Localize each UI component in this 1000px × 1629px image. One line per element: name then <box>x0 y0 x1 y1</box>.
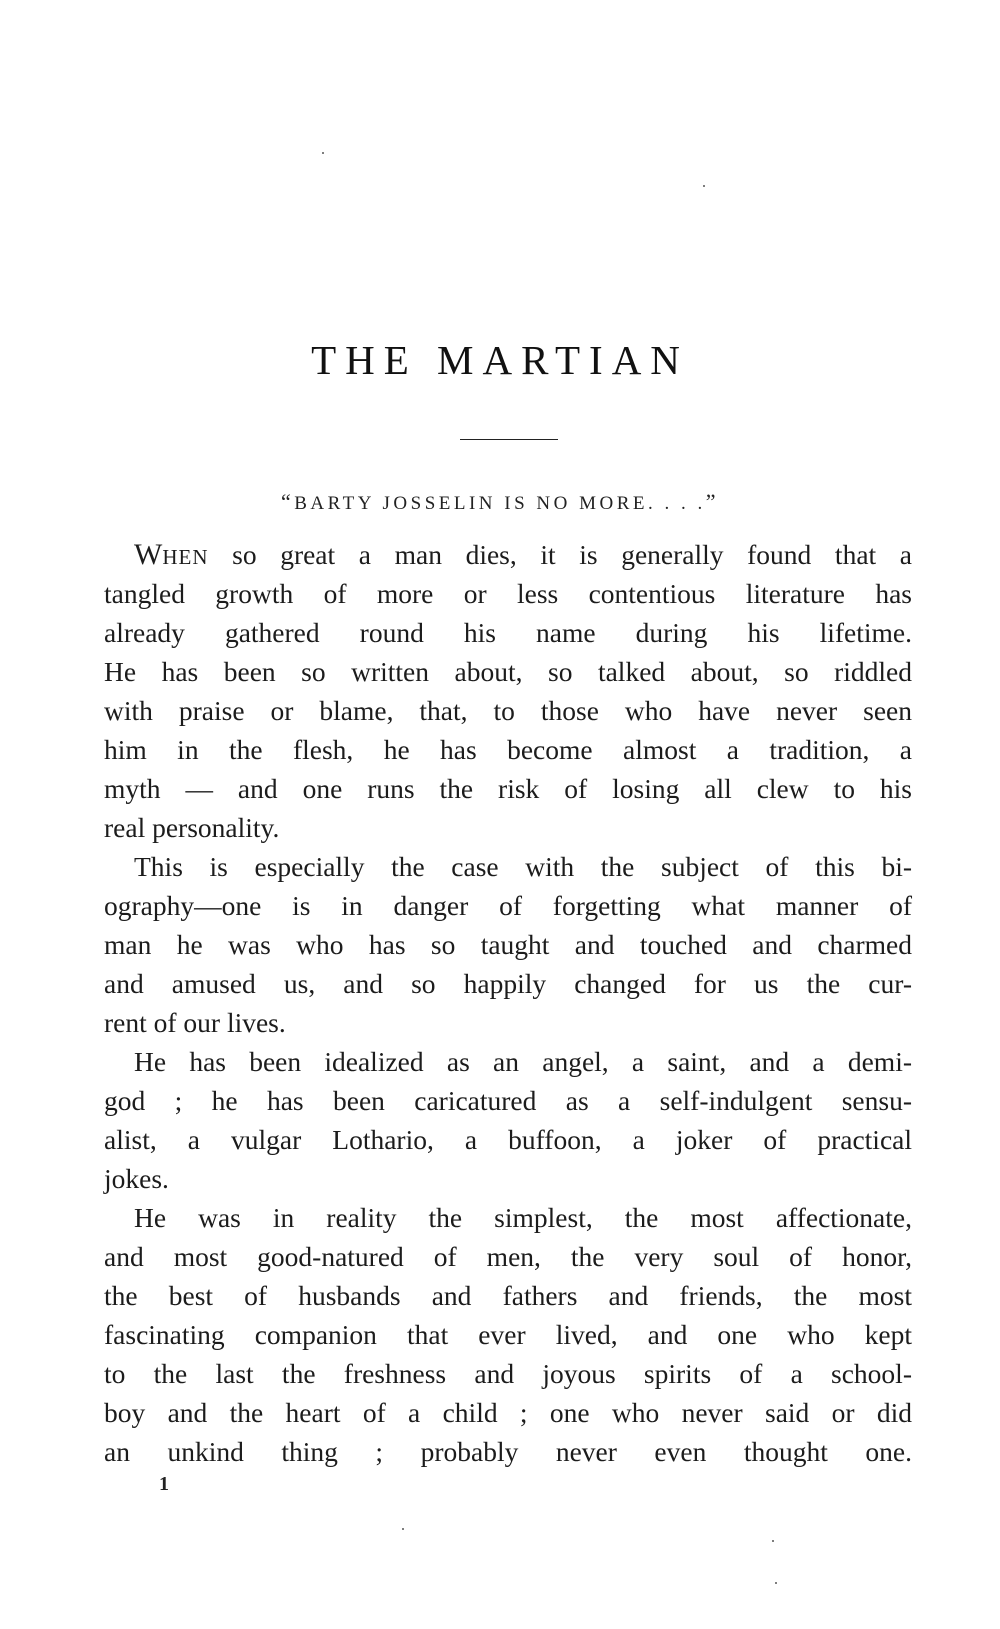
text-line: and most good-natured of men, the very soul of honor, <box>104 1241 912 1272</box>
print-speck <box>402 1528 404 1530</box>
print-speck <box>775 1582 777 1584</box>
text-line: This is especially the case with the subject of this bi- <box>134 851 912 882</box>
epigraph-open-quote: “ <box>280 489 295 514</box>
print-speck <box>703 185 705 187</box>
text-line: rent of our lives. <box>104 1007 286 1038</box>
body-text <box>104 535 912 1471</box>
paragraph <box>104 1198 912 1471</box>
epigraph <box>0 488 1000 518</box>
text-line: an unkind thing ; probably never even thought one. <box>104 1436 912 1467</box>
text-line: tangled growth of more or less contentious literature has <box>104 578 912 609</box>
epigraph-close-quote: ” <box>705 489 720 514</box>
text-line: ography—one is in danger of forgetting what manner of <box>104 890 912 921</box>
drop-word-initial: W <box>134 538 163 571</box>
text-line: man he was who has so taught and touched and charmed <box>104 929 912 960</box>
text-line: myth — and one runs the risk of losing all clew to his <box>104 773 912 804</box>
text-line: He has been so written about, so talked about, so riddled <box>104 656 912 687</box>
print-speck <box>322 152 324 154</box>
text-line: with praise or blame, that, to those who have never seen <box>104 695 912 726</box>
epigraph-text: BARTY JOSSELIN IS NO MORE. . . . <box>294 493 706 514</box>
text-line: real personality. <box>104 812 280 843</box>
first-line-text: so great a man dies, it is generally found that a <box>208 539 912 570</box>
text-line: alist, a vulgar Lothario, a buffoon, a joker of practical <box>104 1124 912 1155</box>
print-speck <box>772 1540 774 1542</box>
drop-word-smallcaps: HEN <box>162 545 209 569</box>
text-line: the best of husbands and fathers and friends, the most <box>104 1280 912 1311</box>
paragraph <box>104 535 912 847</box>
text-line: He has been idealized as an angel, a saint, and a demi- <box>134 1046 912 1077</box>
chapter-title: THE MARTIAN <box>311 337 689 383</box>
text-line: god ; he has been caricatured as a self-indulgent sensu- <box>104 1085 912 1116</box>
title-rule <box>460 439 558 440</box>
text-line <box>104 535 912 574</box>
text-line: boy and the heart of a child ; one who never said or did <box>104 1397 912 1428</box>
text-line: He was in reality the simplest, the most affectionate, <box>134 1202 912 1233</box>
text-line: fascinating companion that ever lived, and one who kept <box>104 1319 912 1350</box>
paragraph <box>104 1042 912 1198</box>
text-line: already gathered round his name during his lifetime. <box>104 617 912 648</box>
page-number: 1 <box>159 1473 169 1495</box>
text-line: and amused us, and so happily changed for us the cur- <box>104 968 912 999</box>
text-line: him in the flesh, he has become almost a tradition, a <box>104 734 912 765</box>
text-line: to the last the freshness and joyous spirits of a school- <box>104 1358 912 1389</box>
paragraph <box>104 847 912 1042</box>
text-line: jokes. <box>104 1163 169 1194</box>
